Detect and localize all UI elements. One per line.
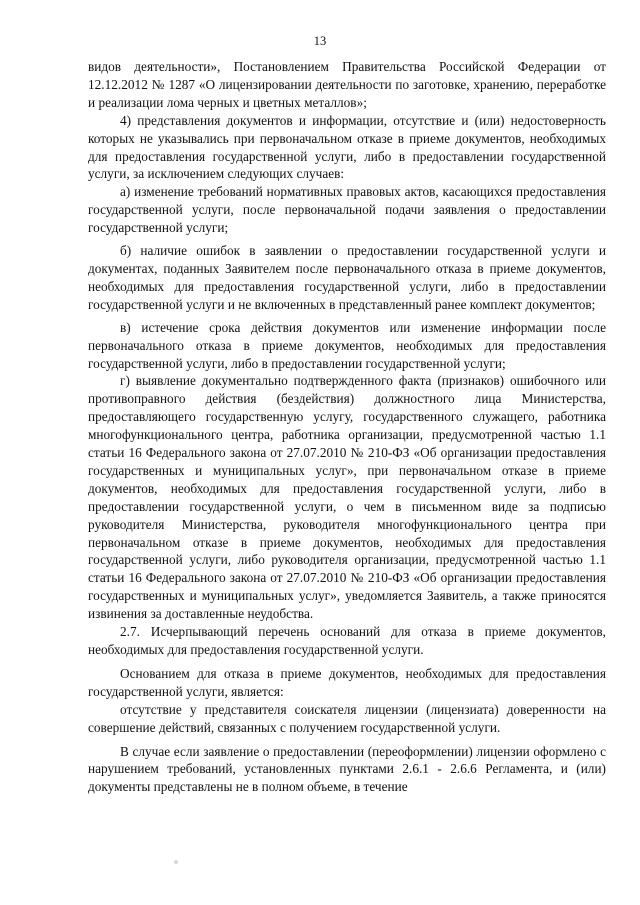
paragraph-continuation: видов деятельности», Постановлением Правительства Российской Федерации от 12.12.2012 № 1287 «О лицензировании деятельности по заготовке, хранению, переработке и реализации лома черных и цветных металлов»; — [88, 59, 606, 110]
paragraph-refusal-basis: Основанием для отказа в приеме документов, необходимых для предоставления государственной услуги, является: — [88, 665, 606, 699]
paragraph-application-violation: В случае если заявление о предоставлении (переоформлении) лицензии оформлено с нарушением требований, установленных пунктами 2.6.1 - 2.6.6 Регламента, и (или) документы представлены не в полном объеме, в течение — [88, 743, 606, 795]
paragraph-subitem-v: в) истечение срока действия документов или изменение информации после первоначального отказа в приеме документов, необходимых для предоставления государственной услуги, либо в предоставлении государственной услуги; — [88, 319, 606, 371]
paragraph-missing-power-of-attorney: отсутствие у представителя соискателя лицензии (лицензиата) доверенности на совершение действий, связанных с получением государственной услуги. — [88, 701, 606, 735]
scan-speck — [174, 860, 178, 864]
paragraph-item-4: 4) представления документов и информации, отсутствие и (или) недостоверность которых не указывались при первоначальном отказе в приеме документов, необходимых для предоставления государственной услуги, либо в предоставлении государственной услуги, за исключением следующих случаев: — [88, 112, 606, 182]
paragraph-subitem-g: г) выявление документально подтвержденного факта (признаков) ошибочного или противоправного действия (бездействия) должностного лица Министерства, предоставляющего государственную услугу, государственного служащего, работника многофункционального центра, работника организации, предусмотренной частью 1.1 статьи 16 Федерального закона от 27.07.2010 № 210-ФЗ «Об организации предоставления государственных и муниципальных услуг», при первоначальном отказе в приеме документов, необходимых для предоставления государственной услуги, либо в предоставлении государственной услуги, о чем в письменном виде за подписью руководителя Министерства, руководителя многофункционального центра при первоначальном отказе в приеме документов, необходимых для предоставления государственной услуги, либо руководителя организации, предусмотренной частью 1.1 статьи 16 Федерального закона от 27.07.2010 № 210-ФЗ «Об организации предоставления государственных и муниципальных услуг», уведомляется Заявитель, а также приносятся извинения за доставленные неудобства. — [88, 373, 606, 622]
paragraph-section-2-7: 2.7. Исчерпывающий перечень оснований для отказа в приеме документов, необходимых для предоставления государственной услуги. — [88, 624, 606, 657]
page-number: 13 — [313, 34, 327, 48]
document-body — [88, 58, 606, 796]
paragraph-subitem-a: а) изменение требований нормативных правовых актов, касающихся предоставления государственной услуги, после первоначальной подачи заявления о предоставлении государственной услуги; — [88, 184, 606, 236]
paragraph-subitem-b: б) наличие ошибок в заявлении о предоставлении государственной услуги и документах, поданных Заявителем после первоначального отказа в приеме документов, необходимых для предоставления государственной услуги, либо в предоставлении государственной услуги и не включенных в представленный ранее комплект документов; — [88, 243, 606, 312]
